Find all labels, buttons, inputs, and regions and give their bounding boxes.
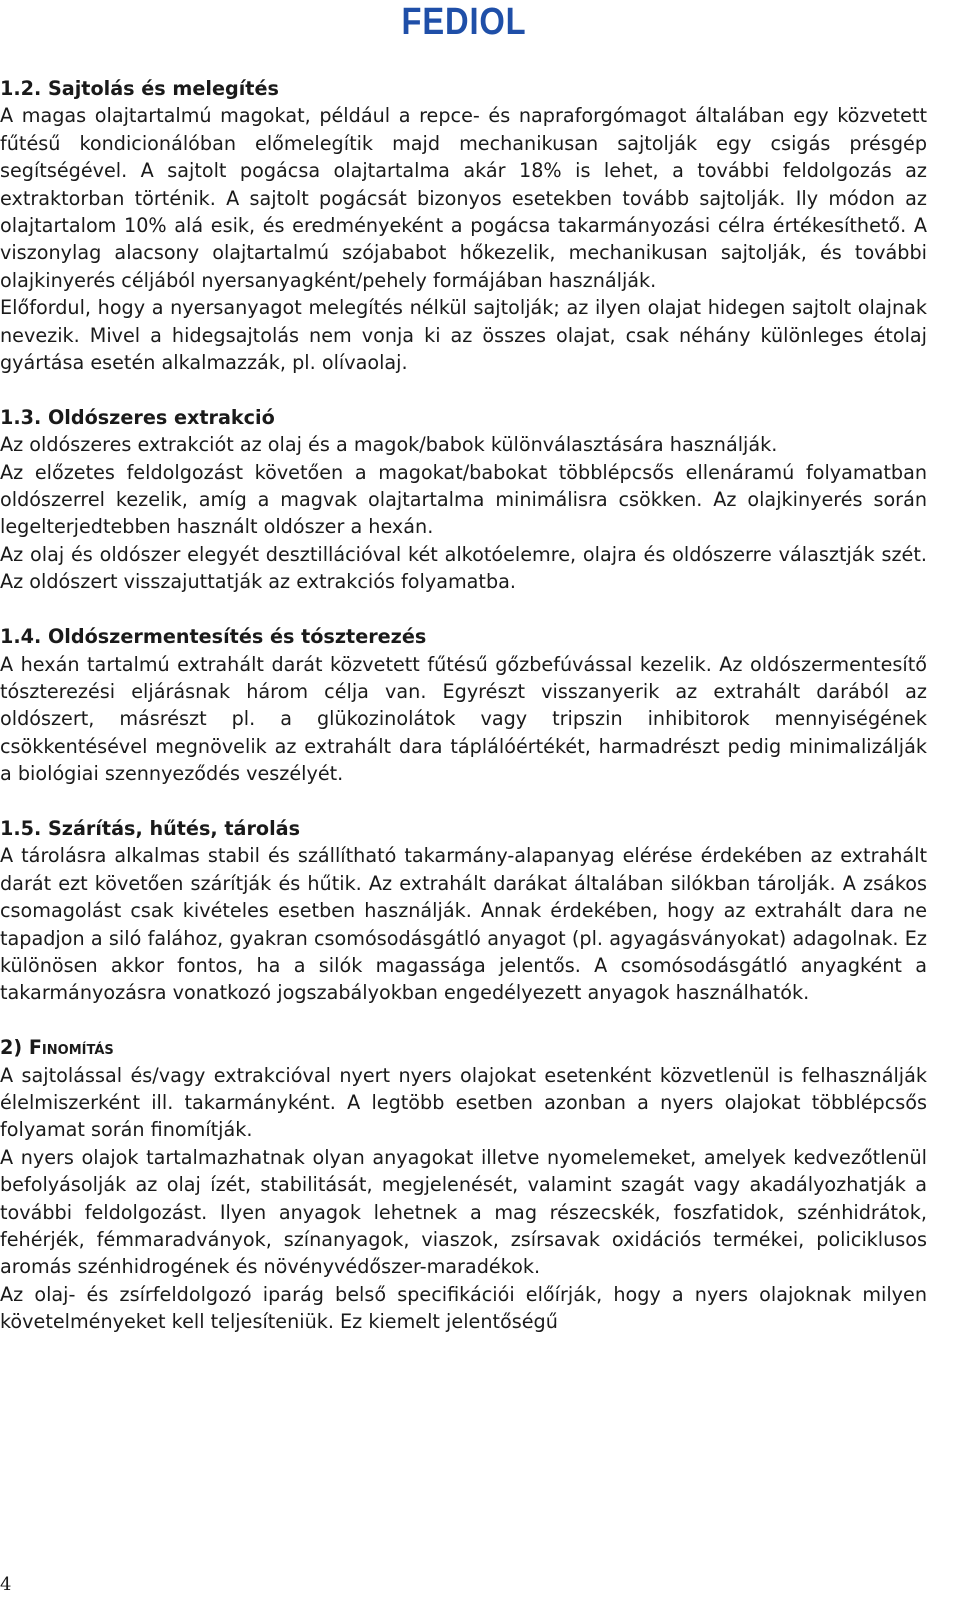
paragraph: A magas olajtartalmú magokat, például a repce- és napraforgómagot általában egy közvetett fűtésű kondicionálóban előmelegítik majd mechanikusan sajtolják egy csigás présgép segítségével. A sajtolt pogácsa olajtartalma akár 18% is lehet, a további feldolgozás az extraktorban történik. A sajtolt pogácsát bizonyos esetekben tovább sajtolják. Ily módon az olajtartalom 10% alá esik, és eredményeként a pogácsa takarmányozási célra értékesíthető. A viszonylag alacsony olajtartalmú szójababot hőkezelik, mechanikusan sajtolják, és további olajkinyerés céljából nyersanyagként/pehely formájában használják. xyxy=(0,104,927,292)
chapter-heading xyxy=(0,1034,927,1061)
paragraph: A nyers olajok tartalmazhatnak olyan anyagokat illetve nyomelemeket, amelyek kedvezőtlenül befolyásolják az olaj ízét, stabilitását, megjelenését, valamint szagát vagy akadályozhatják a további feldolgozást. Ilyen anyagok lehetnek a mag részecskék, foszfatidok, szénhidrátok, fehérjék, fémmaradványok, színanyagok, viaszok, zsírsavak oxidációs termékei, policiklusos aromás szénhidrogének és növényvédőszer-maradékok. xyxy=(0,1145,927,1279)
paragraph: Az oldószeres extrakciót az olaj és a magok/babok különválasztására használják. xyxy=(0,433,778,457)
fediol-logo: FEDIOL xyxy=(401,0,527,43)
paragraph: A sajtolással és/vagy extrakcióval nyert nyers olajokat esetenként közvetlenül is felhasználják élelmiszerként ill. takarmányként. A legtöbb esetben azonban a nyers olajokat többlépcsős folyamat során finomítják. xyxy=(0,1063,927,1142)
document-body xyxy=(0,75,927,1363)
section-heading: 1.5. Szárítás, hűtés, tárolás xyxy=(0,816,301,840)
section-1-4 xyxy=(0,623,927,787)
section-1-2 xyxy=(0,75,927,376)
section-1-5 xyxy=(0,815,927,1007)
paragraph: A hexán tartalmú extrahált darát közvetett fűtésű gőzbefúvással kezelik. Az oldószermentesítő tószterezési eljárásnak három célja van. Egyrészt visszanyerik az extrahált darából az oldószert, másrészt pl. a glükozinolátok vagy tripszin inhibitorok mennyiségének csökkentésével megnövelik az extrahált dara táplálóértékét, harmadrészt pedig minimalizálják a biológiai szennyeződés veszélyét. xyxy=(0,652,927,786)
chapter-title: Finomítás xyxy=(28,1036,114,1060)
section-heading: 1.4. Oldószermentesítés és tószterezés xyxy=(0,625,427,649)
section-heading: 1.2. Sajtolás és melegítés xyxy=(0,77,279,100)
chapter-number: 2) xyxy=(0,1036,29,1060)
paragraph: Az előzetes feldolgozást követően a magokat/babokat többlépcsős ellenáramú folyamatban oldószerrel kezelik, amíg a magvak olajtartalma minimálisra csökken. Az olajkinyerés során legelterjedtebben használt oldószer a hexán. xyxy=(0,460,927,539)
paragraph: A tárolásra alkalmas stabil és szállítható takarmány-alapanyag elérése érdekében az extrahált darát ezt követően szárítják és hűtik. Az extrahált darákat általában silókban tárolják. A zsákos csomagolást csak kivételes esetben használják. Annak érdekében, hogy az extrahált dara ne tapadjon a siló falához, gyakran csomósodásgátló anyagot (pl. agyagásványokat) adagolnak. Ez különösen akkor fontos, ha a silók magassága jelentős. A csomósodásgátló anyagként a takarmányozásra vonatkozó jogszabályokban engedélyezett anyagok használhatók. xyxy=(0,844,927,1005)
paragraph: Az olaj- és zsírfeldolgozó iparág belső specifikációi előírják, hogy a nyers olajoknak milyen követelményeket kell teljesíteniük. Ez kiemelt jelentőségű xyxy=(0,1282,927,1334)
section-2 xyxy=(0,1034,927,1335)
page-number: 4 xyxy=(0,1574,12,1595)
section-heading: 1.3. Oldószeres extrakció xyxy=(0,405,275,429)
paragraph: Előfordul, hogy a nyersanyagot melegítés nélkül sajtolják; az ilyen olajat hidegen sajtolt olajnak nevezik. Mivel a hidegsajtolás nem vonja ki az összes olajat, csak néhány különleges étolaj gyártása esetén alkalmazzák, pl. olívaolaj. xyxy=(0,296,927,375)
paragraph: Az olaj és oldószer elegyét desztillációval két alkotóelemre, olajra és oldószerre választják szét. Az oldószert visszajuttatják az extrakciós folyamatba. xyxy=(0,542,927,594)
section-1-3 xyxy=(0,404,927,596)
